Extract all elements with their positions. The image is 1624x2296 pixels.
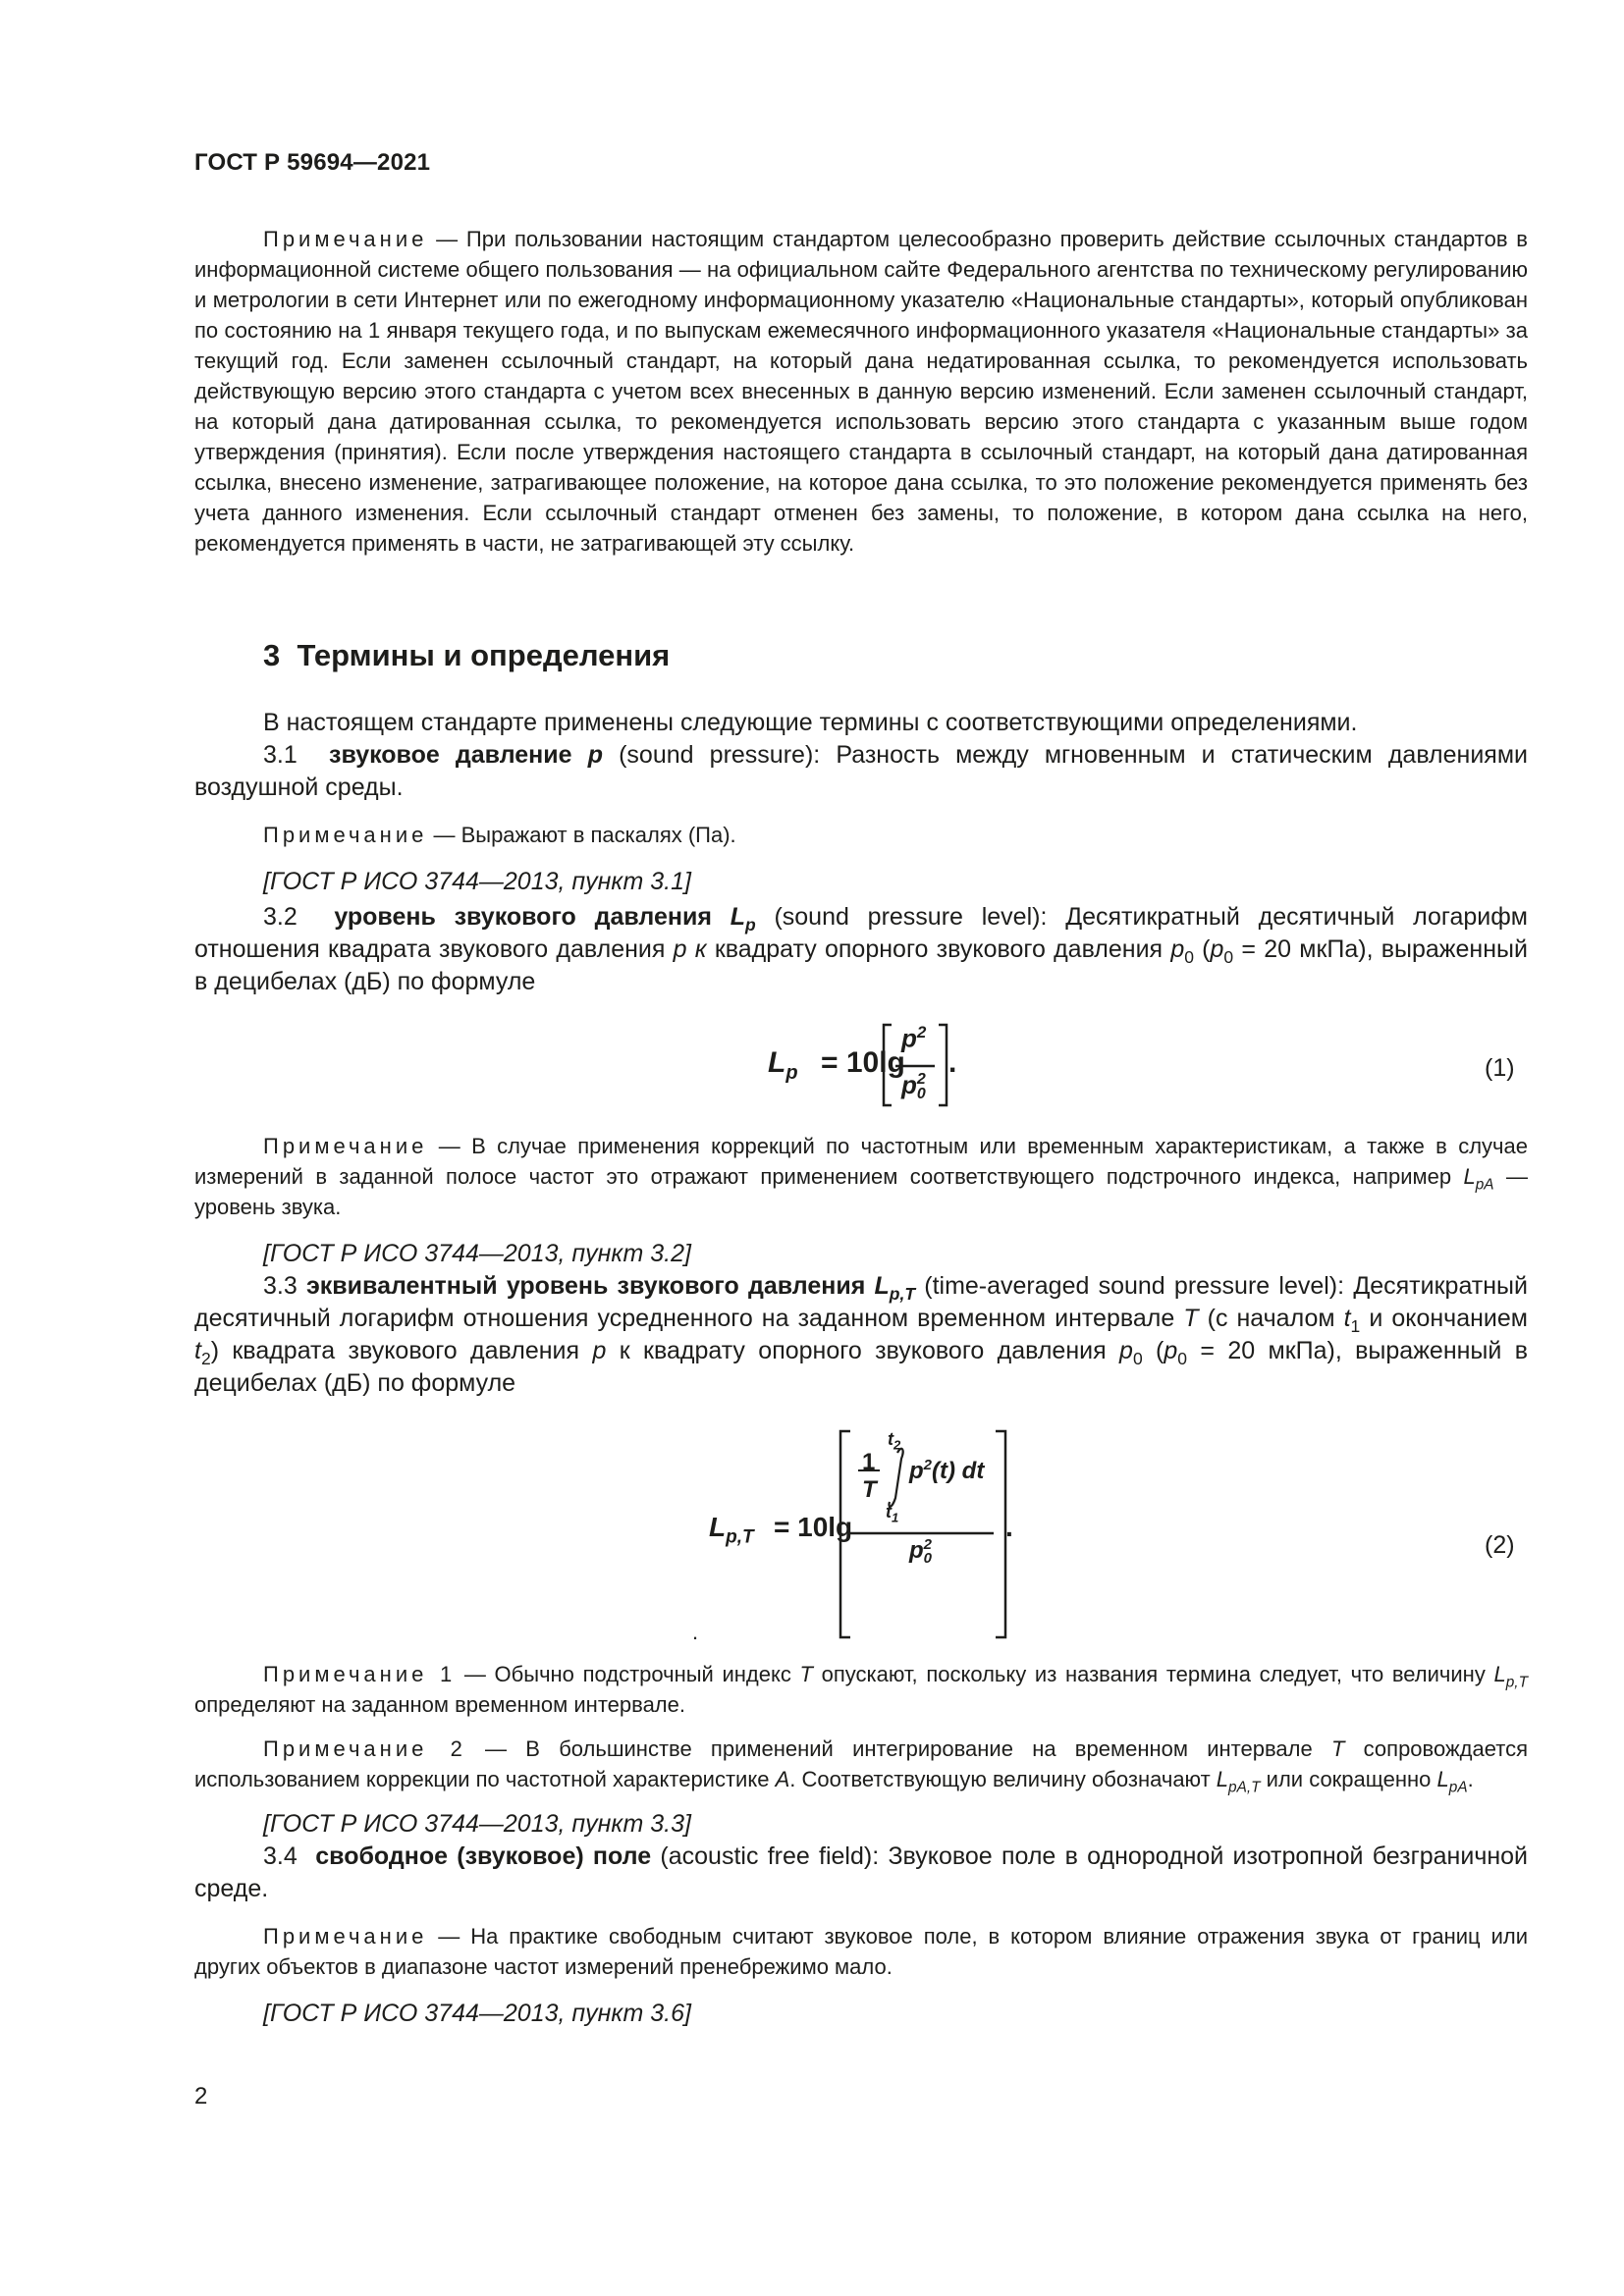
term-3-3-note-1: Примечание 1 — Обычно подстрочный индекс T опускают, поскольку из названия термина следует, что величину $L_{p,T}$ определяют на заданном временном интервале. xyxy=(194,1662,1528,1717)
term-3-3-name: эквивалентный уровень звукового давления xyxy=(305,1272,866,1300)
term-3-4-name: свободное (звуковое) поле xyxy=(315,1842,652,1870)
page-number: 2 xyxy=(194,2083,208,2109)
section-heading xyxy=(194,638,1528,673)
equation-number-2: (2) xyxy=(1485,1531,1515,1559)
term-3-3-notes-block xyxy=(194,1659,1528,2030)
term-3-2-note-block xyxy=(194,1131,1528,1400)
section-number: 3 xyxy=(263,638,281,672)
term-3-2-block xyxy=(194,901,1528,998)
term-3-2: 3.2 уровень звукового давления $L_p$ (sound pressure level): Десятикратный десятичный логарифм отношения квадрата звукового давления p к квадрату опорного звукового давления $p_0$ ($p_0 = 20$ мкПа), выраженный в децибелах (дБ) по формуле xyxy=(194,903,1528,995)
term-3-3-note-2: Примечание 2 — В большинстве применений интегрирование на временном интервале T сопровождается использованием коррекции по частотной характеристике A. Соответствующую величину обозначают $L_{pA,T}$ или сокращенно $L_{pA}$. xyxy=(194,1736,1529,1796)
term-3-1-block xyxy=(194,707,1528,898)
term-3-3: 3.3 эквивалентный уровень звукового давления $L_{p,T}$ (time-averaged sound pressure level): Десятикратный десятичный логарифм отношения усредненного на заданном временном интервале T (с началом $t_1$ и окончанием $t_2$) квадрата звукового давления p к квадрату опорного звукового давления $p_0$ ($p_0 = 20$ мкПа), выраженный в децибелах (дБ) по формуле xyxy=(194,1272,1529,1397)
equation-number-1: (1) xyxy=(1485,1054,1515,1082)
term-3-1-name: звуковое давление xyxy=(329,741,572,769)
term-3-1-note: Примечание — Выражают в паскалях (Па). xyxy=(263,823,736,847)
term-3-3-source: [ГОСТ Р ИСО 3744—2013, пункт 3.3] xyxy=(263,1810,691,1838)
term-3-4-source: [ГОСТ Р ИСО 3744—2013, пункт 3.6] xyxy=(263,2000,691,2027)
term-3-2-name: уровень звукового давления xyxy=(334,903,712,931)
note-text: При пользовании настоящим стандартом целесообразно проверить действие ссылочных стандартов в информационной системе общего пользования — на официальном сайте Федерального агентства по техническому регулированию и метрологии в сети Интернет или по ежегодному информационному указателю «Национальные стандарты», который опубликован по состоянию на 1 января текущего года, и по выпускам ежемесячного информационного указателя «Национальные стандарты» за текущий год. Если заменен ссылочный стандарт, на который дана недатированная ссылка, то рекомендуется использовать действующую версию этого стандарта с учетом всех внесенных в данную версию изменений. Если заменен ссылочный стандарт, на который дана датированная ссылка, то рекомендуется использовать версию этого стандарта с указанным выше годом утверждения (принятия). Если после утверждения настоящего стандарта в ссылочный стандарт, на который дана датированная ссылка, внесено изменение, затрагивающее положение, на которое дана ссылка, то это положение рекомендуется применять без учета данного изменения. Если ссылочный стандарт отменен без замены, то положение, в котором дана ссылка на него, рекомендуется применять в части, не затрагивающей эту ссылку. xyxy=(194,227,1528,556)
term-3-2-note: Примечание — В случае применения коррекций по частотным или временным характеристикам, а также в случае измерений в заданной полосе частот это отражают применением соответствующего подстрочного индекса, например $L_{pA}$ — уровень звука. xyxy=(194,1134,1528,1219)
term-3-1: 3.1 звуковое давление p (sound pressure): Разность между мгновенным и статическим давлениями воздушной среды. xyxy=(194,741,1528,801)
section-intro: В настоящем стандарте применены следующие термины с соответствующими определениями. xyxy=(263,709,1358,736)
note-label: Примечание xyxy=(263,227,428,251)
document-header: ГОСТ Р 59694—2021 xyxy=(194,149,431,176)
document-page: ГОСТ Р 59694—2021 Примечание — При пользовании настоящим стандартом целесообразно проверить действие ссылочных стандартов в информационной системе общего пользования — на официальном сайте Федерального агентства по техническому регулированию и метрологии в сети Интернет или по ежегодному информационному указателю «Национальные стандарты», который опубликован по состоянию на 1 января текущего года, и по выпускам ежемесячного информационного указателя «Национальные стандарты» за текущий год. Если заменен ссылочный стандарт, на который дана недатированная ссылка, то рекомендуется использовать действующую версию этого стандарта с учетом всех внесенных в данную версию изменений. Если заменен ссылочный стандарт, на который дана датированная ссылка, то рекомендуется использовать версию этого стандарта с указанным выше годом утверждения (принятия). Если после утверждения настоящего стандарта в ссылочный стандарт, на который дана датированная ссылка, внесено изменение, затрагивающее положение, на которое дана ссылка, то это положение рекомендуется применять без учета данного изменения. Если ссылочный стандарт отменен без замены, то положение, в котором дана ссылка на него, рекомендуется применять в части, не затрагивающей эту ссылку. 3 Термины и определения В настоящем стандарте применены следующие термины с соответствующими определениями. 3.1 звуковое давление p (sound pressure): Разность между мгновенным и статическим давлениями воздушной среды. Примечание — Выражают в паскалях (Па). [ГОСТ Р ИСО 3744—2013, пункт 3.1] 3.2 уровень звукового давления $L_p$ (sound pressure level): Десятикратный десятичный логарифм отношения квадрата звукового давления p к квадрату опорного звукового давления $p_0$ ($p_0 = 20$ мкПа), выраженный в децибелах (дБ) по формуле $L_p$ = 10lg $p^2$ p 2 0 . (1) Примечание — В случае применения коррекций по частотным или временным характеристикам, а также в случае измерений в заданной полосе частот это отражают применением соответствующего подстрочного индекса, например $L_{pA}$ — уровень звука. [ГОСТ Р ИСО 3744—2013, пункт 3.2] 3.3 эквивалентный уровень звукового давления $L_{p,T}$ (time-averaged sound pressure level): Десятикратный десятичный логарифм отношения усредненного на заданном временном интервале T (с началом $t_1$ и окончанием $t_2$) квадрата звукового давления p к квадрату опорного звукового давления $p_0$ ($p_0 = 20$ мкПа), выраженный в децибелах (дБ) по формуле $L_{p,T}$ = 10lg 1 T $t_2$ $t_1$ $p^2(t)$ dt p 2 0 . . (2) Примечание 1 — Обычно подстрочный индекс T опускают, поскольку из названия термина следует, что величину $L_{p,T}$ определяют на заданном временном интервале. Примечание 2 — В большинстве применений интегрирование на временном интервале T сопровождается использованием коррекции по частотной характеристике A. Соответствующую величину обозначают $L_{pA,T}$ или сокращенно $L_{pA}$. [ГОСТ Р ИСО 3744—2013, пункт 3.3] 3.4 свободное (звуковое) поле (acoustic free field): Звуковое поле в однородной изотропной безграничной среде. Примечание — На практике свободным считают звуковое поле, в котором влияние отражения звука от границ или других объектов в диапазоне частот измерений пренебрежимо мало. [ГОСТ Р ИСО 3744—2013, пункт 3.6] 2 xyxy=(194,149,1529,2109)
term-3-4: 3.4 свободное (звуковое) поле (acoustic free field): Звуковое поле в однородной изотропной безграничной среде. xyxy=(194,1842,1529,1902)
term-3-4-note: Примечание — На практике свободным считают звуковое поле, в котором влияние отражения звука от границ или других объектов в диапазоне частот измерений пренебрежимо мало. xyxy=(194,1924,1528,1979)
section-title: Термины и определения xyxy=(297,638,671,672)
term-3-2-source: [ГОСТ Р ИСО 3744—2013, пункт 3.2] xyxy=(263,1240,691,1267)
term-3-1-source: [ГОСТ Р ИСО 3744—2013, пункт 3.1] xyxy=(263,868,691,895)
note-intro: Примечание — При пользовании настоящим стандартом целесообразно проверить действие ссылочных стандартов в информационной системе общего пользования — на официальном сайте Федерального агентства по техническому регулированию и метрологии в сети Интернет или по ежегодному информационному указателю «Национальные стандарты», который опубликован по состоянию на 1 января текущего года, и по выпускам ежемесячного информационного указателя «Национальные стандарты» за текущий год. Если заменен ссылочный стандарт, на который дана недатированная ссылка, то рекомендуется использовать действующую версию этого стандарта с учетом всех внесенных в данную версию изменений. Если заменен ссылочный стандарт, на который дана датированная ссылка, то рекомендуется использовать версию этого стандарта с указанным выше годом утверждения (принятия). Если после утверждения настоящего стандарта в ссылочный стандарт, на который дана датированная ссылка, внесено изменение, затрагивающее положение, на которое дана ссылка, то это положение рекомендуется применять без учета данного изменения. Если ссылочный стандарт отменен без замены, то положение, в котором дана ссылка на него, рекомендуется применять в части, не затрагивающей эту ссылку. xyxy=(194,227,1528,556)
